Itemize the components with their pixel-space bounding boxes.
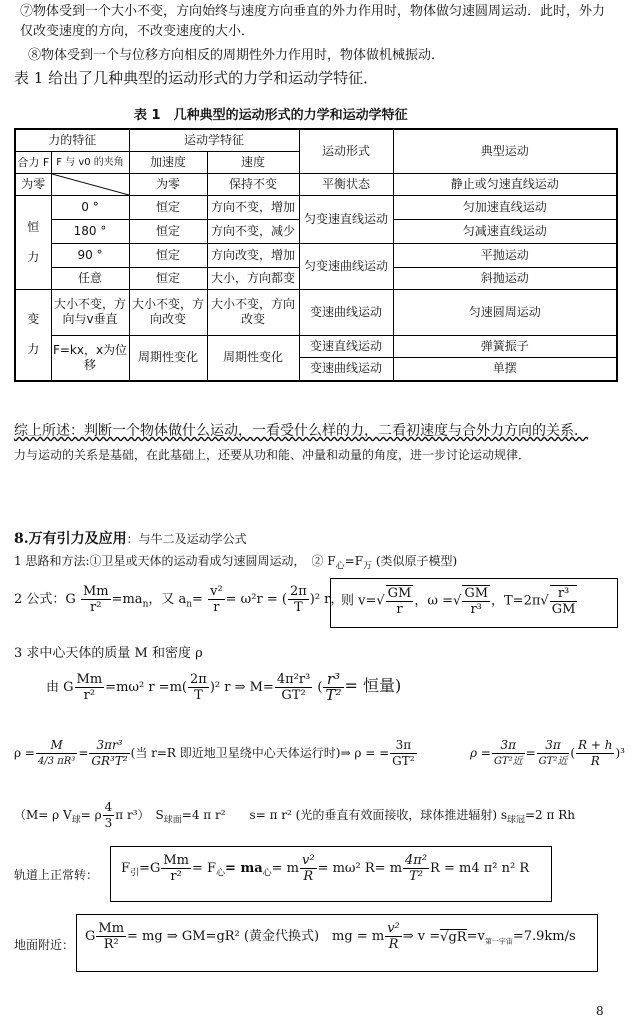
- constant-force-label: 恒 力: [15, 195, 51, 289]
- orbit-omega: = mω² R= m: [317, 861, 403, 876]
- acc-const-0: 恒定: [129, 195, 207, 219]
- orbit-R: R: [303, 869, 314, 884]
- ground-label: 地面附近：: [14, 938, 75, 952]
- orbit-ma: = ma: [225, 861, 263, 876]
- box-v: 则 v=: [341, 593, 377, 609]
- ground-G: G: [85, 929, 96, 944]
- ground-v: ⇒ v =: [402, 929, 441, 944]
- eq3-den: GT²: [281, 688, 306, 703]
- mass-equation: [46, 672, 401, 703]
- diagonal-cell: [51, 173, 129, 195]
- row-zero-acc: 为零: [129, 173, 207, 195]
- header-force: 力的特征: [15, 129, 129, 151]
- eq3-r2: r²: [83, 688, 96, 703]
- mv-sub2: 球面: [163, 815, 182, 826]
- section-8-title: 8.万有引力及应用: [14, 531, 127, 547]
- method-sub-xin: 心: [335, 561, 345, 572]
- rho-b: =: [78, 746, 89, 760]
- orbit-T2: T²: [409, 869, 423, 884]
- box-r1: r: [396, 602, 403, 617]
- var2-force: F=kx，x为位移: [51, 335, 129, 381]
- orbit-4pi2: 4π²: [405, 853, 428, 868]
- var2-acc: 周期性变化: [129, 335, 207, 381]
- typical-any: 斜抛运动: [393, 267, 617, 289]
- var2-typical2: 单摆: [393, 357, 617, 381]
- var2-form2: 变速曲线运动: [299, 357, 393, 381]
- angle-0: 0 °: [51, 195, 129, 219]
- acc-const-180: 恒定: [129, 219, 207, 243]
- mv-b: = ρ: [80, 808, 102, 822]
- rho-c: (当 r=R 即近地卫星绕中心天体运行时)⇒ ρ = =: [130, 746, 390, 760]
- ground-R: R: [388, 937, 399, 952]
- rho-gtjin2: GT²近: [538, 756, 568, 767]
- f2-frac-den: r²: [90, 600, 102, 615]
- box-r3b: r³: [550, 586, 578, 602]
- rho-gtjin: GT²近: [493, 756, 523, 767]
- typical-180: 匀减速直线运动: [393, 219, 617, 243]
- method-text-b: =F: [344, 554, 364, 568]
- eq3-d: (: [317, 680, 323, 695]
- var1-force: 大小不变，方向与v垂直: [51, 289, 129, 335]
- method-line: [14, 552, 457, 571]
- f2-also: ，又 a: [148, 592, 187, 607]
- rho-vol: 4/3 πR³: [37, 756, 76, 767]
- mv-3: 3: [104, 816, 113, 830]
- f2-T: T: [294, 600, 303, 615]
- orbit-box: [110, 846, 552, 902]
- rho-R: R: [590, 754, 600, 768]
- rho-num: 3πr³: [89, 738, 129, 754]
- orbit-v2: v²: [302, 853, 315, 868]
- f2-eq: =: [192, 592, 203, 607]
- section-8-heading: [14, 528, 247, 548]
- rho-f: (: [570, 746, 576, 760]
- formula-line-2: [14, 584, 343, 615]
- var2-vel: 周期性变化: [207, 335, 299, 381]
- f2-omega: = ω²r = (: [225, 592, 287, 607]
- rho-g: )³: [615, 746, 625, 760]
- method-text: 1 思路和方法:①卫星或天体的运动看成匀速圆周运动， ② F: [14, 554, 336, 568]
- orbit-G: =G: [139, 861, 161, 876]
- item-7-line1: ⑦物体受到一个大小不变，方向始终与速度方向垂直的外力作用时，物体做匀速圆周运动．此时，外力: [20, 4, 606, 19]
- ground-sub: 第一宇宙: [484, 937, 513, 946]
- var2-typical1: 弹簧振子: [393, 335, 617, 357]
- orbit-tail: R = m4 π² n² R: [430, 861, 530, 876]
- f2-sub-n: n: [142, 599, 149, 610]
- eq3-T2i: T²: [325, 686, 342, 704]
- orbit-sub-xin: 心: [216, 868, 226, 879]
- rho-e: =: [525, 746, 536, 760]
- box-omega: ，ω =: [414, 593, 454, 609]
- orbit-Fxin: = F: [191, 861, 217, 876]
- header-angle: F 与 v0 的夹角: [51, 151, 129, 173]
- ground-box: G $\frac{Mm}{\text{R²}}$ = mg ⇒ GM=gR² (黄金代换式) mg = m $\frac{\text{v²}}{R}$ ⇒ $v =√gR=v_{第一宇宙}=7.9km/s$: [76, 914, 598, 972]
- acc-const-any: 恒定: [129, 267, 207, 289]
- form-uniform-linear: 匀变速直线运动: [299, 195, 393, 243]
- rho-3pi3: 3π: [537, 738, 570, 754]
- var1-vel: 大小不变，方向改变: [207, 289, 299, 335]
- header-acceleration: 加速度: [129, 151, 207, 173]
- acc-const-90: 恒定: [129, 243, 207, 267]
- box-T: ，T=2π: [491, 593, 541, 609]
- ground-speed: =7.9km/s: [512, 929, 576, 944]
- orbit-r2: r²: [170, 869, 182, 884]
- method-text-c: (类似原子模型): [372, 554, 458, 568]
- rho-M: M: [36, 738, 77, 754]
- ground-v2: v²: [387, 921, 400, 936]
- box-gm2: GM: [464, 586, 489, 601]
- f2-frac-num: Mm: [82, 584, 109, 599]
- velocity-box: 则 v=√ $\frac{GM}{r}$ ，ω =√ $\frac{GM}{\text{r³}}$ ，T=2π√ $\frac{\text{r³}}{GM}$: [330, 578, 618, 628]
- eq3-b: =mω² r =m(: [105, 680, 187, 695]
- vel-180: 方向不变，减少: [207, 219, 299, 243]
- density-equation-2: [470, 738, 625, 769]
- mv-a: （M= ρ V: [14, 808, 72, 822]
- orbit-F: F: [121, 861, 131, 876]
- eq3-num: 4π²r³: [276, 672, 311, 687]
- mv-4: 4: [104, 800, 113, 814]
- row-zero-vel: 保持不变: [207, 173, 299, 195]
- f2-label: 2 公式：G: [14, 592, 76, 607]
- rho-d: ρ =: [470, 746, 491, 760]
- mv-sub3: 球冠: [506, 815, 525, 826]
- eq3-c: )² r ⇒ M=: [209, 680, 274, 695]
- page-number: 8: [596, 1004, 604, 1018]
- item-8: ⑧物体受到一个与位移方向相反的周期性外力作用时，物体做机械振动．: [28, 48, 445, 63]
- mv-g: =2 π Rh: [525, 808, 575, 822]
- angle-90: 90 °: [51, 243, 129, 267]
- ground-mg: = mg ⇒ GM=gR² (黄金代换式) mg = m: [127, 929, 385, 944]
- row-zero-force: 为零: [15, 173, 51, 195]
- eq3-T: T: [194, 688, 203, 703]
- vel-any: 大小，方向都变: [207, 267, 299, 289]
- method-sub-wan: 万: [363, 561, 373, 572]
- variable-force-label: 变 力: [15, 289, 51, 381]
- row-zero-typical: 静止或匀速直线运动: [393, 173, 617, 195]
- eq3-mm: Mm: [76, 672, 103, 687]
- vel-0: 方向不变，增加: [207, 195, 299, 219]
- orbit-label: 轨道上正常转：: [14, 868, 99, 882]
- mv-sub: 球: [71, 815, 81, 826]
- orbit-sub-yin: 引: [130, 868, 140, 879]
- f2-tail: )² r，: [309, 592, 344, 607]
- header-velocity: 速度: [207, 151, 299, 173]
- mv-e: =4 π r² s= π r² (光的垂直有效面接收，球体推进辐射) s: [181, 808, 507, 822]
- f2-ma: =ma: [111, 592, 143, 607]
- form-uniform-curve: 匀变速曲线运动: [299, 243, 393, 289]
- mechanics-table: [14, 128, 616, 390]
- typical-0: 匀加速直线运动: [393, 195, 617, 219]
- angle-any: 任意: [51, 267, 129, 289]
- orbit-sub-xin2: 心: [262, 868, 272, 879]
- var1-acc: 大小不变，方向改变: [129, 289, 207, 335]
- box-gm3: GM: [551, 602, 576, 617]
- summary-line2: 力与运动的关系是基础，在此基础上，还要从功和能、冲量和动量的角度，进一步讨论运动规律．: [14, 448, 531, 462]
- rho-GT2: GT²: [392, 754, 415, 768]
- header-motion-form: 运动形式: [299, 129, 393, 173]
- orbit-mm: Mm: [163, 853, 189, 868]
- mass-volume-line: [14, 800, 575, 831]
- density-equation: [14, 738, 418, 769]
- typical-90: 平抛运动: [393, 243, 617, 267]
- rho-3pi: 3π: [390, 738, 416, 754]
- header-typical-motion: 典型运动: [393, 129, 617, 173]
- header-net-force: 合力 F: [15, 151, 51, 173]
- var2-form1: 变速直线运动: [299, 335, 393, 357]
- section-8-subtitle: ：与牛二及运动学公式: [126, 532, 247, 546]
- orbit-m: = m: [271, 861, 300, 876]
- box-r3: r³: [470, 602, 482, 617]
- f2-r: r: [213, 600, 220, 615]
- eq3-a: 由 G: [46, 680, 74, 695]
- table-intro: 表 1 给出了几种典型的运动形式的力学和运动学特征．: [14, 69, 379, 87]
- rho-a: ρ =: [14, 746, 35, 760]
- eq3-r3i: r³: [323, 672, 343, 688]
- eq3-2pi: 2π: [189, 672, 207, 687]
- mv-c: π r³） S: [115, 808, 164, 822]
- header-kinematics: 运动学特征: [129, 129, 299, 151]
- var1-form: 变速曲线运动: [299, 289, 393, 335]
- f2-2pi: 2π: [289, 584, 307, 599]
- box-gm1: GM: [387, 586, 412, 601]
- ground-R2: R²: [103, 937, 119, 952]
- table-caption: 表 1 几种典型的运动形式的力学和运动学特征: [134, 108, 408, 123]
- rho-den: GR³T²: [91, 754, 128, 768]
- ground-v1: =v: [466, 929, 485, 944]
- angle-180: 180 °: [51, 219, 129, 243]
- ground-gR: gR: [448, 929, 467, 945]
- f2-sub-n2: n: [186, 599, 193, 610]
- rho-3pi2: 3π: [492, 738, 525, 754]
- row-zero-form: 平衡状态: [299, 173, 393, 195]
- ground-mm: Mm: [98, 921, 125, 936]
- rho-Rh: R + h: [578, 738, 613, 752]
- section-3-heading: 3 求中心天体的质量 M 和密度 ρ: [14, 646, 203, 661]
- summary-line1: 综上所述：判断一个物体做什么运动，一看受什么样的力，二看初速度与合外力方向的关系．: [14, 423, 588, 439]
- vel-90: 方向改变，增加: [207, 243, 299, 267]
- item-7-line2: 仅改变速度的方向，不改变速度的大小．: [20, 24, 255, 39]
- var1-typical: 匀速圆周运动: [393, 289, 617, 335]
- f2-v2: v²: [210, 584, 223, 599]
- eq3-e: = 恒量): [344, 676, 402, 695]
